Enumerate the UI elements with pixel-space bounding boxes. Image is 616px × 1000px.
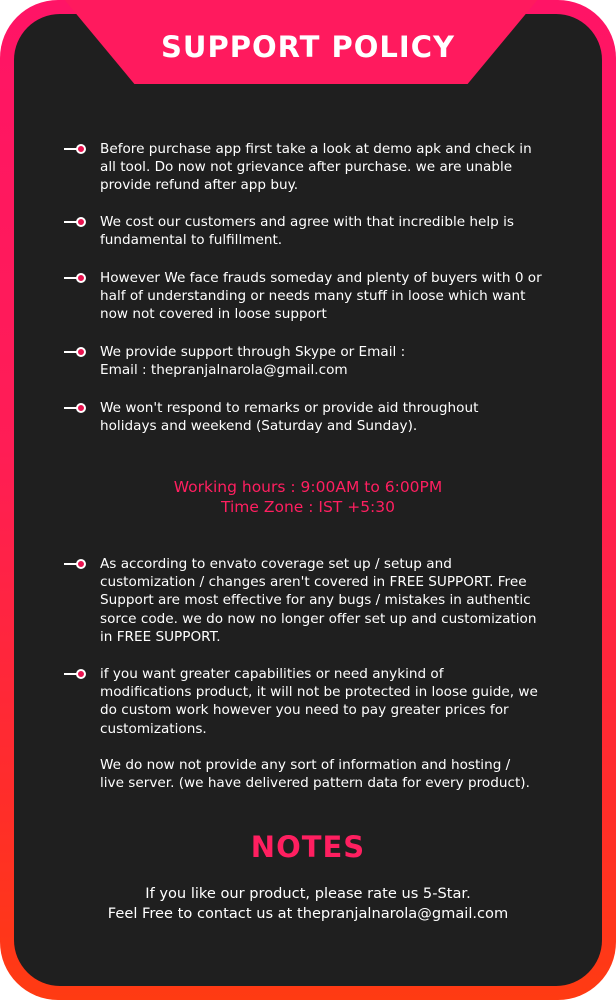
policy-item-text: However We face frauds someday and plenty of buyers with 0 or half of understanding or needs many stuff in loose which want now not covered in loose support	[100, 270, 542, 323]
notes-text: If you like our product, please rate us 5-Star. Feel Free to contact us at thepranjalnarola@gmail.com	[107, 885, 509, 922]
notes-title: NOTES	[250, 830, 366, 864]
connector-dot-icon	[64, 273, 88, 283]
connector-dot-icon	[64, 347, 88, 357]
connector-dot-icon	[64, 559, 88, 569]
policy-item-text: We cost our customers and agree with that incredible help is fundamental to fulfillment.	[100, 214, 514, 249]
connector-dot-icon	[64, 403, 88, 413]
connector-dot-icon	[64, 144, 88, 154]
working-hours: Working hours : 9:00AM to 6:00PM Time Zone : IST +5:30	[173, 478, 443, 516]
policy-item-text: As according to envato coverage set up / setup and customization / changes aren't covered in FREE SUPPORT. Free Support are most effective for any bugs / mistakes in authentic sorce code. we do now no longer offer set up and customization in FREE SUPPORT.	[100, 556, 537, 645]
policy-item-text: if you want greater capabilities or need anykind of modifications product, it will not be protected in loose guide, we do custom work however you need to pay greater prices for customizations.	[100, 666, 538, 737]
policy-item-text: Before purchase app first take a look at demo apk and check in all tool. Do now not grievance after purchase. we are unable provide refund after app buy.	[100, 141, 532, 194]
hosting-note: We do now not provide any sort of information and hosting / live server. (we have delivered pattern data for every product).	[100, 757, 530, 792]
policy-item-text: We won't respond to remarks or provide aid throughout holidays and weekend (Saturday and Sunday).	[100, 400, 479, 435]
policy-item-text: We provide support through Skype or Email : Email : thepranjalnarola@gmail.com	[100, 344, 406, 379]
connector-dot-icon	[64, 217, 88, 227]
page-title: SUPPORT POLICY	[161, 30, 455, 64]
connector-dot-icon	[64, 669, 88, 679]
